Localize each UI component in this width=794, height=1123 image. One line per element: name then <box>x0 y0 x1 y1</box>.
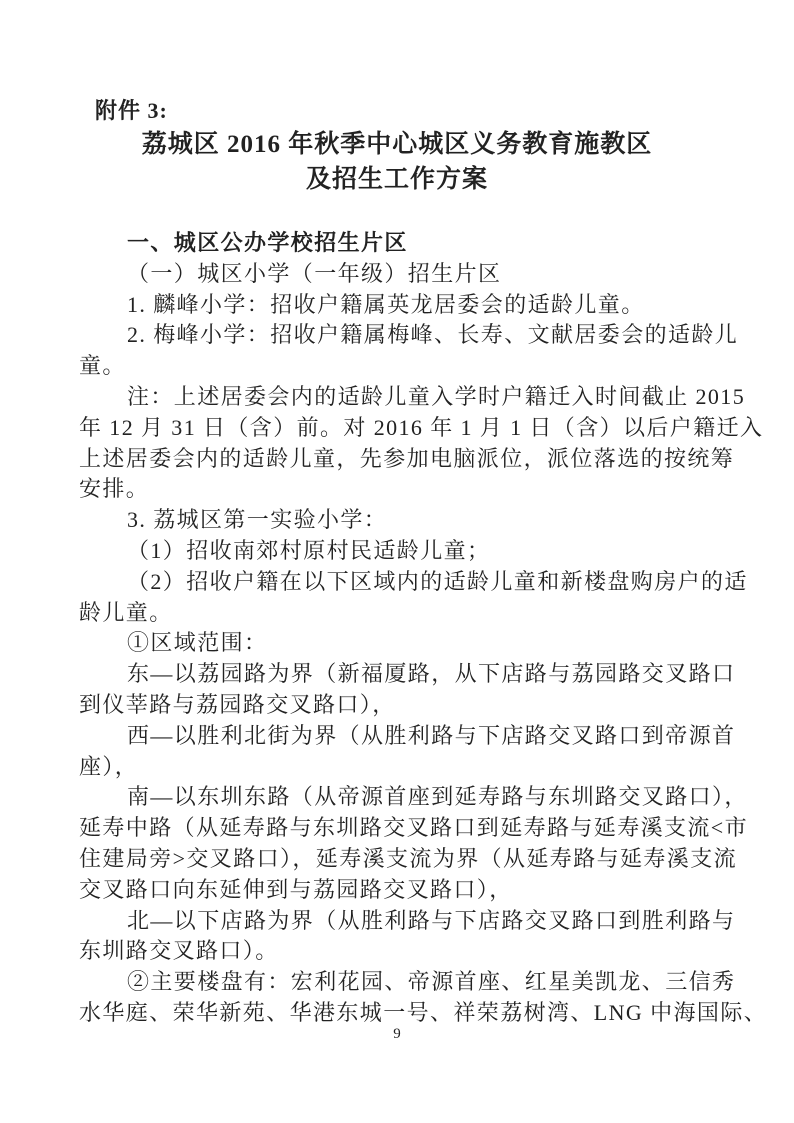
attachment-label: 附件 3: <box>95 98 168 123</box>
body-line-17: 西—以胜利北街为界（从胜利路与下店路交叉路口到帝源首 <box>127 722 736 748</box>
document-title-line-1: 荔城区 2016 年秋季中心城区义务教育施教区 <box>141 131 653 158</box>
body-line-26: 水华庭、荣华新苑、华港东城一号、祥荣荔树湾、LNG 中海国际、 <box>79 999 768 1025</box>
body-line-13: 龄儿童。 <box>79 599 173 625</box>
body-line-21: 住建局旁>交叉路口），延寿溪支流为界（从延寿路与延寿溪支流 <box>79 845 738 871</box>
body-line-2: （一）城区小学（一年级）招生片区 <box>127 260 502 286</box>
page-number: 9 <box>393 1026 401 1042</box>
body-line-1: 一、城区公办学校招生片区 <box>127 230 408 255</box>
body-line-18: 座）， <box>79 753 139 779</box>
body-line-10: 3. 荔城区第一实验小学： <box>127 507 388 533</box>
body-line-8: 上述居委会内的适龄儿童，先参加电脑派位，派位落选的按统筹 <box>79 445 735 471</box>
body-line-3: 1. 麟峰小学：招收户籍属英龙居委会的适龄儿童。 <box>127 291 645 317</box>
document-title-line-2: 及招生工作方案 <box>305 166 488 193</box>
document-body <box>79 228 768 1029</box>
document-title <box>0 127 794 197</box>
body-line-5: 童。 <box>79 353 126 379</box>
body-line-11: （1）招收南郊村原村民适龄儿童； <box>127 537 491 563</box>
body-line-9: 安排。 <box>79 476 150 502</box>
body-line-23: 北—以下店路为界（从胜利路与下店路交叉路口到胜利路与 <box>127 907 736 933</box>
body-line-7: 年 12 月 31 日（含）前。对 2016 年 1 月 1 日（含）以后户籍迁入 <box>79 414 764 440</box>
body-line-20: 延寿中路（从延寿路与东圳路交叉路口到延寿路与延寿溪支流<市 <box>79 815 749 841</box>
body-line-6: 注：上述居委会内的适龄儿童入学时户籍迁入时间截止 2015 <box>127 383 746 409</box>
body-line-19: 南—以东圳东路（从帝源首座到延寿路与东圳路交叉路口）， <box>127 784 748 810</box>
body-line-16: 到仪莘路与荔园路交叉路口）， <box>79 691 396 717</box>
body-line-14: ①区域范围： <box>127 630 268 656</box>
body-line-15: 东—以荔园路为界（新福厦路，从下店路与荔园路交叉路口 <box>127 661 736 687</box>
body-line-22: 交叉路口向东延伸到与荔园路交叉路口）， <box>79 876 513 902</box>
body-line-25: ②主要楼盘有：宏利花园、帝源首座、红星美凯龙、三信秀 <box>127 969 736 995</box>
body-line-4: 2. 梅峰小学：招收户籍属梅峰、长寿、文献居委会的适龄儿 <box>127 322 739 348</box>
body-line-12: （2）招收户籍在以下区域内的适龄儿童和新楼盘购房户的适 <box>127 568 748 594</box>
body-line-24: 东圳路交叉路口）。 <box>79 938 279 964</box>
